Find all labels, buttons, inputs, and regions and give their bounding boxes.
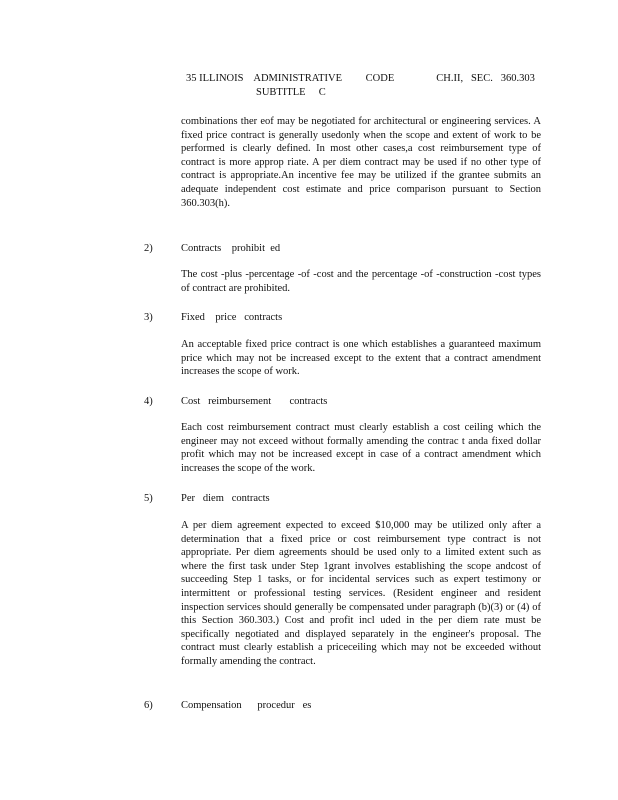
section-3-number: 3) [144,312,153,323]
section-6-title: Compensation procedur es [181,700,312,711]
section-5-title: Per diem contracts [181,493,270,504]
section-2-number: 2) [144,243,153,254]
section-4-title: Cost reimbursement contracts [181,396,328,407]
header-subtitle-line: SUBTITLE C [256,87,326,98]
page-header [186,72,546,100]
section-3-text: An acceptable fixed price contract is one which establishes a guaranteed maximum price which may not be increased except to the extent that a contract amendment increases the scope of work. [181,339,541,378]
section-2-title: Contracts prohibit ed [181,243,281,254]
section-3-title: Fixed price contracts [181,312,283,323]
section-6-number: 6) [144,700,153,711]
section-5-number: 5) [144,493,153,504]
section-5-text: A per diem agreement expected to exceed $10,000 may be utilized only after a determination that a fixed price or cost reimbursement type contract is not appropriate. Per diem agreements should be used only to a limited extent such as where the first task under Step 1grant involves establishing the scope andcost of succeeding Step 1 tasks, or for incidental services such as expert testimony or intermittent or professional testing services. (Resident engineer and resident inspection services should generally be compensated under paragraph (b)(3) or (4) of this Section 360.303.) Cost and profit incl uded in the per diem rate must be specifically negotiated and displayed separately in the engineer's proposal. The contract must clearly establish a priceceiling which may not be exceeded without formally amending the contract. [181,520,541,667]
header-code-line: 35 ILLINOIS ADMINISTRATIVE CODE CH.II, SEC. 360.303 [186,73,535,84]
section-4-number: 4) [144,396,153,407]
intro-paragraph: combinations ther eof may be negotiated for architectural or engineering services. A fixed price contract is generally usedonly when the scope and extent of work to be performed is clearly defined. In most other cases,a cost reimbursement type of contract is more approp riate. A per diem contract may be used if no other type of contract is appropriate.An incentive fee may be utilized if the grantee submits an adequate independent cost estimate and price comparison pursuant to Section 360.303(h). [181,116,541,209]
section-2-text: The cost -plus -percentage -of -cost and the percentage -of -construction -cost types of contract are prohibited. [181,269,541,294]
section-4-text: Each cost reimbursement contract must clearly establish a cost ceiling which the engineer may not exceed without formally amending the contrac t anda fixed dollar profit which may not be increased except in case of a contract amendment which increases the scope of the work. [181,422,541,474]
